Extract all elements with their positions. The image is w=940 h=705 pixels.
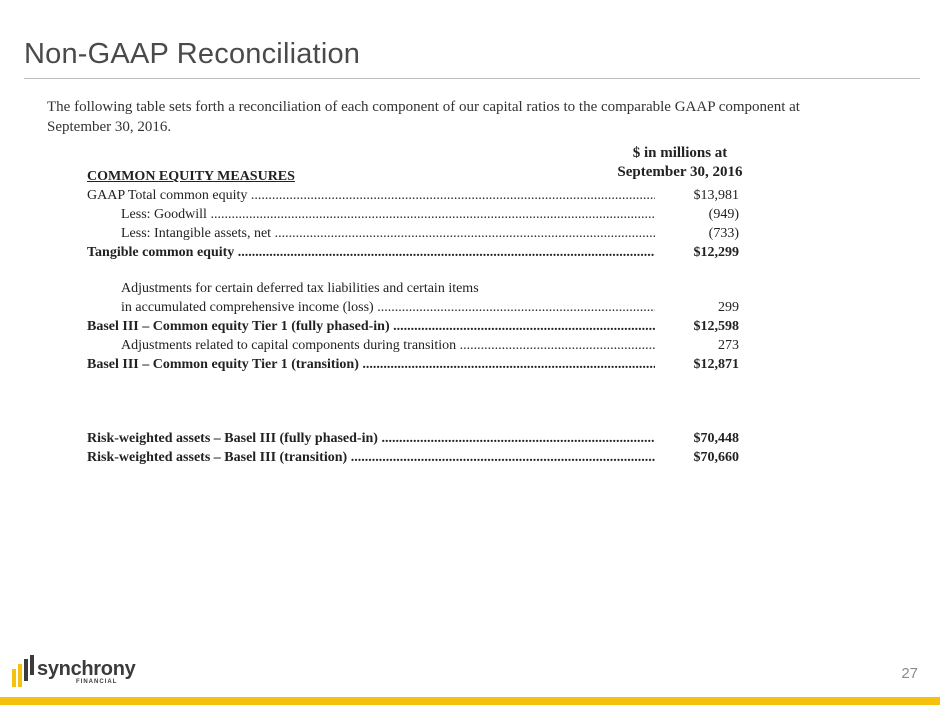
row-label: GAAP Total common equity ..... [87, 186, 655, 205]
page-title: Non-GAAP Reconciliation [24, 38, 361, 70]
table-row [87, 186, 747, 205]
section-heading: COMMON EQUITY MEASURES [87, 169, 295, 184]
page-number: 27 [901, 665, 918, 682]
row-label: Basel III – Common equity Tier 1 (fully phased-in) ..... [87, 317, 655, 336]
row-value: $70,660 [693, 450, 739, 465]
row-value: (949) [708, 207, 739, 222]
table-row [87, 429, 747, 448]
row-label: Tangible common equity ..... [87, 243, 655, 262]
row-label: Less: Goodwill ..... [87, 205, 655, 224]
synchrony-logo-mark-icon [12, 655, 34, 687]
intro-text: The following table sets forth a reconciliation of each component of our capital ratios to the comparable GAAP component at September 30, 2016. [47, 99, 800, 135]
column-header-line2: September 30, 2016 [617, 164, 743, 180]
table-row [87, 336, 747, 355]
table-row [87, 205, 747, 224]
table-row [87, 279, 747, 298]
synchrony-logo [12, 655, 136, 689]
row-value: $12,598 [693, 319, 739, 334]
row-label: in accumulated comprehensive income (loss) ..... [87, 298, 655, 317]
row-label: Risk-weighted assets – Basel III (transition) ..... [87, 448, 655, 467]
row-label: Adjustments for certain deferred tax liabilities and certain items [121, 281, 479, 296]
table-row [87, 243, 747, 262]
table-row [87, 355, 747, 374]
row-value: $12,871 [693, 357, 739, 372]
row-value: $12,299 [693, 245, 739, 260]
title-divider [24, 78, 920, 79]
footer-accent-bar [0, 697, 940, 705]
logo-subtitle: FINANCIAL [76, 679, 118, 685]
row-label: Basel III – Common equity Tier 1 (transition) ..... [87, 355, 655, 374]
section-heading-row [87, 167, 747, 186]
row-label: Risk-weighted assets – Basel III (fully phased-in) ..... [87, 429, 655, 448]
table-row [87, 448, 747, 467]
row-value: $70,448 [693, 431, 739, 446]
table-row [87, 317, 747, 336]
row-value: 273 [718, 338, 739, 353]
row-label: Adjustments related to capital components during transition ..... [87, 336, 655, 355]
table-row [87, 298, 747, 317]
table-row [87, 224, 747, 243]
row-label: Less: Intangible assets, net ..... [87, 224, 655, 243]
row-value: (733) [708, 226, 739, 241]
row-value: 299 [718, 300, 739, 315]
row-value: $13,981 [693, 188, 739, 203]
column-header-line1: $ in millions at [632, 145, 728, 161]
logo-wordmark: synchrony [37, 658, 136, 680]
